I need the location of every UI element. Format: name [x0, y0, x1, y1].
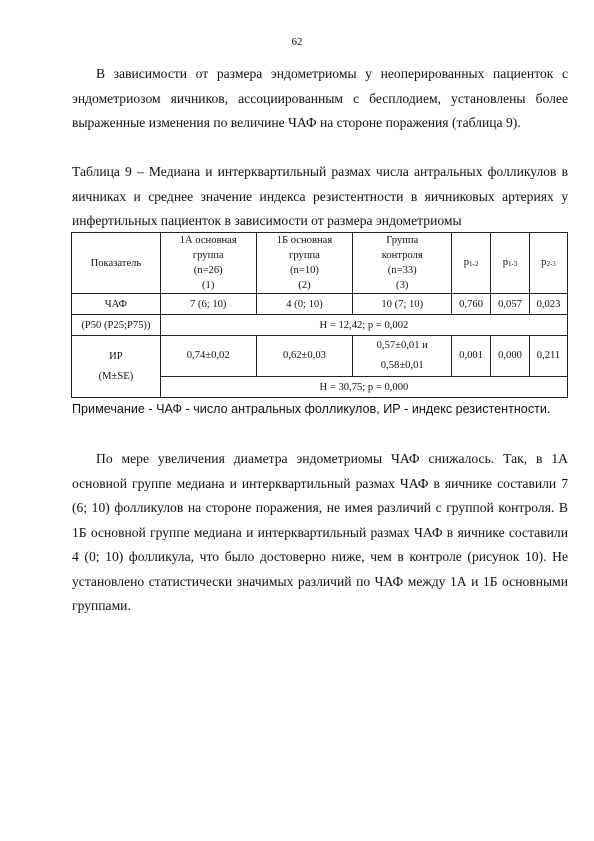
cell-ir-p12: 0,001	[452, 336, 491, 377]
header-group-1a: 1А основная группа (n=26) (1)	[160, 233, 256, 294]
cell-ir-1a: 0,74±0,02	[160, 336, 256, 377]
header-group-1b: 1Б основная группа (n=10) (2)	[256, 233, 353, 294]
cell-chaf-control: 10 (7; 10)	[353, 294, 452, 315]
cell-chaf-1b: 4 (0; 10)	[256, 294, 353, 315]
cell-chaf-p12: 0,760	[452, 294, 491, 315]
header-p12: $p_{1-2}$	[452, 233, 491, 294]
data-table	[71, 232, 568, 398]
cell-chaf-hstat: H = 12,42; p = 0,002	[160, 315, 567, 336]
header-control-group: Группа контроля (n=33) (3)	[353, 233, 452, 294]
table-row-chaf-hstat	[72, 315, 568, 336]
header-p23: $p_{2-3}$	[529, 233, 567, 294]
table-caption: Таблица 9 – Медиана и интерквартильный размах числа антральных фолликулов в яичниках и среднее значение индекса резистентности в яичниковых артериях у инфертильных пациенток в зависимости от размера эндометриомы	[72, 164, 568, 228]
row-label-chaf: ЧАФ	[72, 294, 161, 315]
table-row-chaf	[72, 294, 568, 315]
cell-ir-1b: 0,62±0,03	[256, 336, 353, 377]
row-sublabel-chaf: (P50 (P25;P75))	[72, 315, 161, 336]
cell-ir-p13: 0,000	[491, 336, 530, 377]
cell-ir-p23: 0,211	[529, 336, 567, 377]
cell-chaf-p13: 0,057	[491, 294, 530, 315]
cell-chaf-p23: 0,023	[529, 294, 567, 315]
cell-chaf-1a: 7 (6; 10)	[160, 294, 256, 315]
table-note: Примечание - ЧАФ - число антральных фолликулов, ИР - индекс резистентности.	[72, 402, 551, 416]
row-label-ir: ИР (M±SE)	[72, 336, 161, 398]
page-number: 62	[291, 36, 303, 48]
table-row-ir	[72, 336, 568, 377]
header-p13: $p_{1-3}$	[491, 233, 530, 294]
table-header-row	[72, 233, 568, 294]
header-indicator: Показатель	[72, 233, 161, 294]
cell-ir-control: 0,57±0,01 и 0,58±0,01	[353, 336, 452, 377]
paragraph-results: По мере увеличения диаметра эндометриомы ЧАФ снижалось. Так, в 1А основной группе медиана и интерквартильный размах ЧАФ в яичнике составили 7 (6; 10) фолликулов на стороне поражения, не имея различий с группой контроля. В 1Б основной группе медиана и интерквартильный размах ЧАФ в яичнике составили 4 (0; 10) фолликула, что было достоверно ниже, чем в контроле (рисунок 10). Не установлено статистически значимых различий по ЧАФ между 1А и 1Б основными группами.	[72, 451, 568, 613]
paragraph-intro: В зависимости от размера эндометриомы у неоперированных пациенток с эндометриозом яичников, ассоциированным с бесплодием, установлены более выраженные изменения по величине ЧАФ на стороне поражения (таблица 9).	[72, 66, 568, 130]
cell-ir-hstat: H = 30,75; p = 0,000	[160, 377, 567, 398]
